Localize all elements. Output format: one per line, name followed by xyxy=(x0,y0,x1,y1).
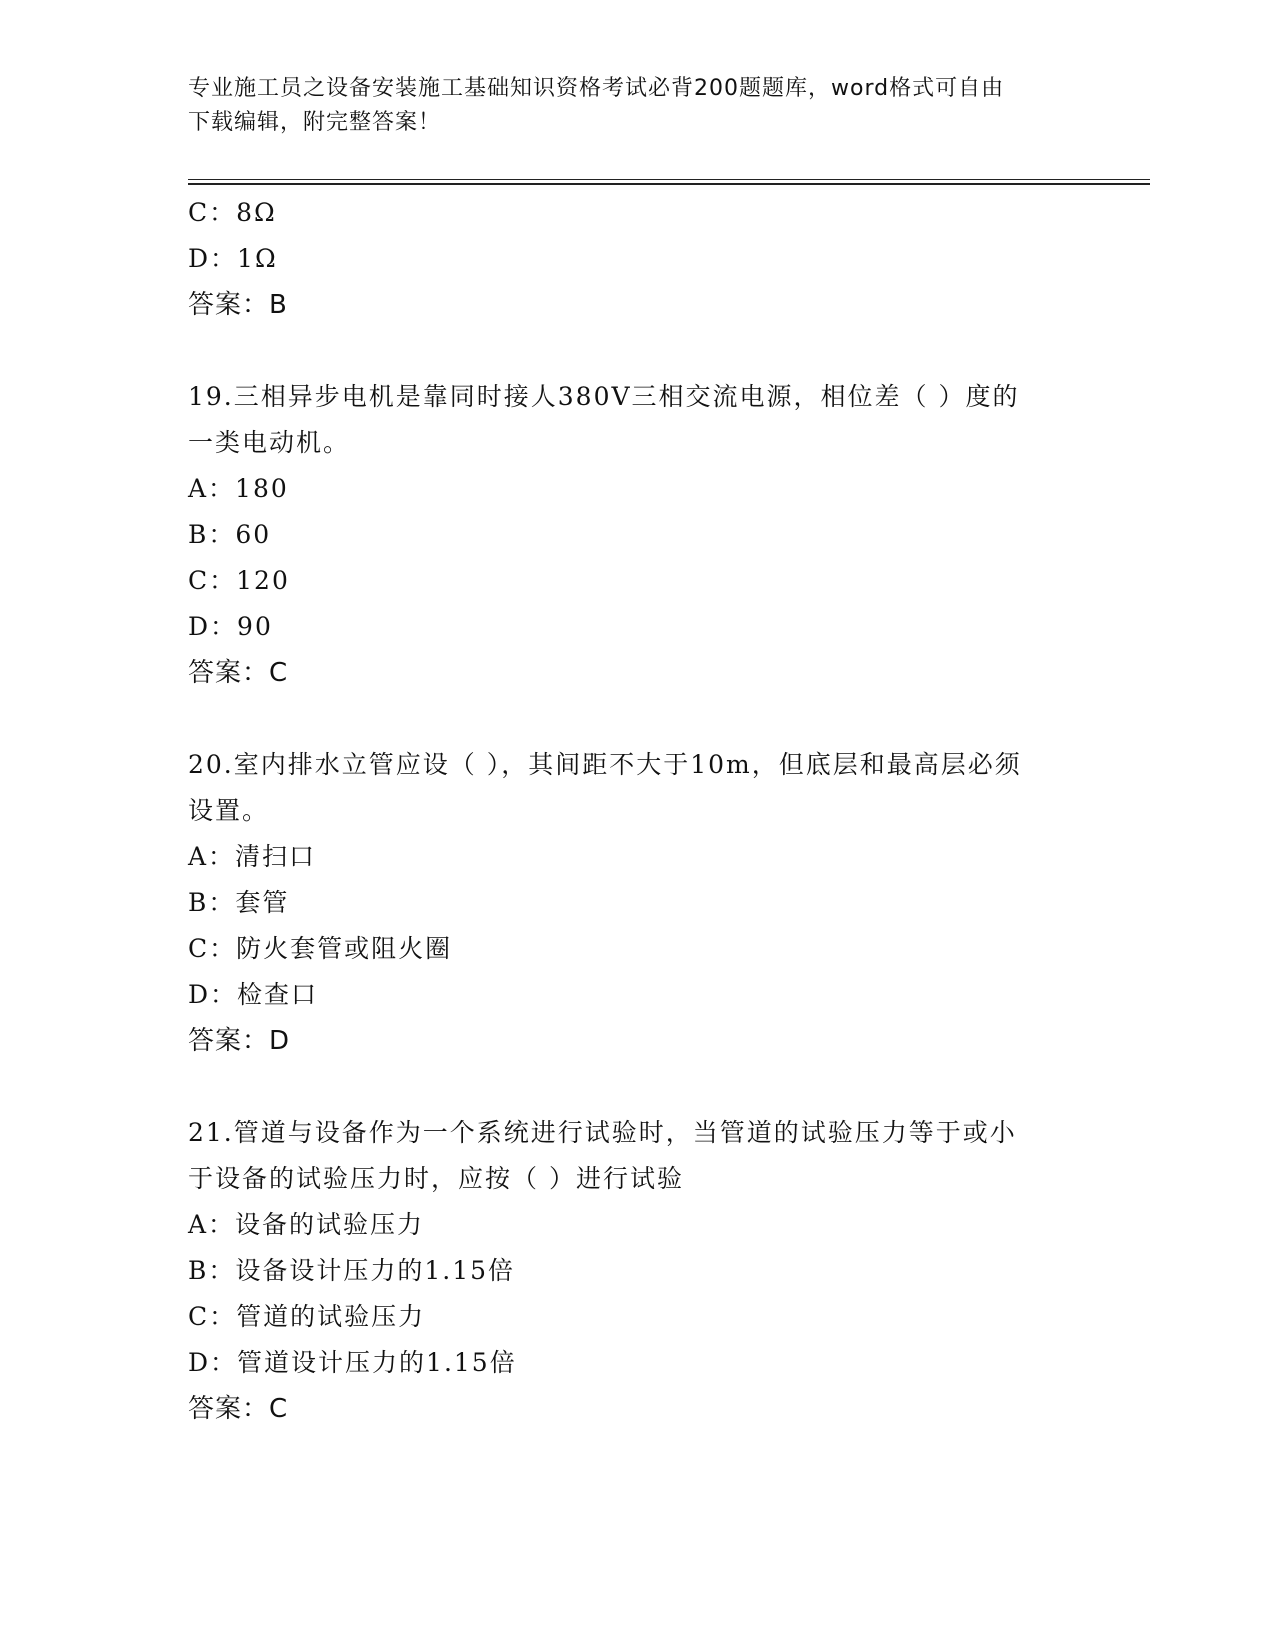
option-b: B：套管 xyxy=(188,888,290,917)
answer-label: 答案：B xyxy=(188,290,288,320)
option-c: C：管道的试验压力 xyxy=(188,1302,426,1331)
answer-label: 答案：D xyxy=(188,1026,291,1056)
option-b: B：60 xyxy=(188,520,272,549)
option-c: C：120 xyxy=(188,566,290,595)
option-d: D：管道设计压力的1.15倍 xyxy=(188,1348,517,1377)
question-20 xyxy=(188,742,1088,1064)
option-d: D：90 xyxy=(188,612,273,641)
option-c: C：8Ω xyxy=(188,198,277,227)
question-21 xyxy=(188,1110,1088,1432)
document-header xyxy=(188,72,1068,140)
option-b: B：设备设计压力的1.15倍 xyxy=(188,1256,516,1285)
option-c: C：防火套管或阻火圈 xyxy=(188,934,453,963)
option-d: D：1Ω xyxy=(188,244,278,273)
question-text-line-2: 于设备的试验压力时，应按（ ）进行试验 xyxy=(188,1164,684,1193)
carry-over-question xyxy=(188,190,1088,328)
header-divider-thick xyxy=(188,183,1150,185)
question-text-line-1: 21.管道与设备作为一个系统进行试验时，当管道的试验压力等于或小 xyxy=(188,1118,1017,1147)
option-a: A：清扫口 xyxy=(188,842,317,871)
answer-label: 答案：C xyxy=(188,1394,289,1424)
spacer xyxy=(188,328,1088,374)
header-title-line-1: 专业施工员之设备安装施工基础知识资格考试必背200题题库，word格式可自由 xyxy=(188,76,1005,101)
header-divider-thin xyxy=(188,179,1150,180)
option-a: A：180 xyxy=(188,474,289,503)
question-text-line-1: 19.三相异步电机是靠同时接人380V三相交流电源，相位差（ ）度的 xyxy=(188,382,1020,411)
spacer xyxy=(188,1064,1088,1110)
question-list xyxy=(188,190,1088,1432)
question-19 xyxy=(188,374,1088,696)
question-text-line-1: 20.室内排水立管应设（ ），其间距不大于10m，但底层和最高层必须 xyxy=(188,750,1022,779)
option-d: D：检查口 xyxy=(188,980,319,1009)
header-title-line-2: 下载编辑，附完整答案！ xyxy=(188,110,442,135)
spacer xyxy=(188,696,1088,742)
question-text-line-2: 一类电动机。 xyxy=(188,428,351,457)
option-a: A：设备的试验压力 xyxy=(188,1210,425,1239)
question-text-line-2: 设置。 xyxy=(188,796,270,825)
answer-label: 答案：C xyxy=(188,658,289,688)
